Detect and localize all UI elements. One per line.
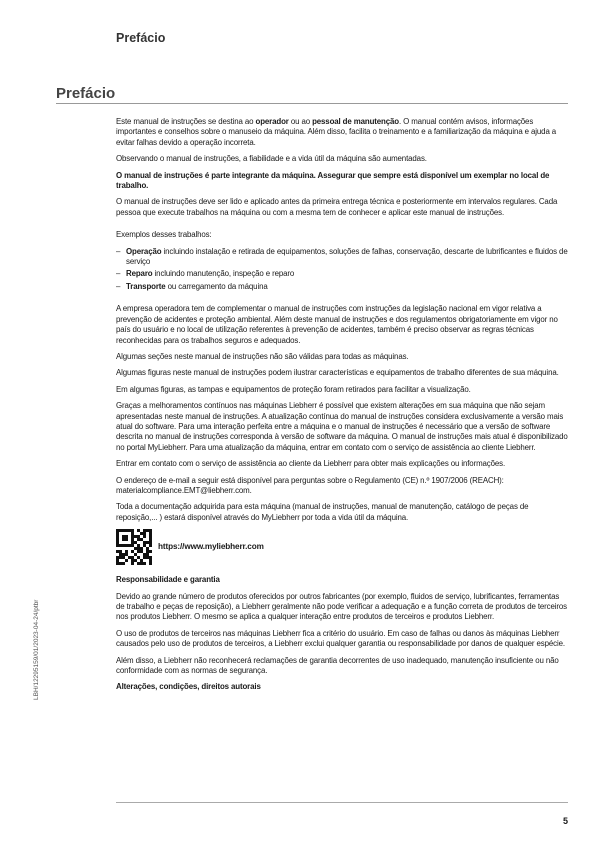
operator-obligations-paragraph: A empresa operadora tem de complementar o manual de instruções com instruções da legislação nacional em vigor relativa a prevenção de acidentes e proteção ambiental. Além deste manual de instruções e dos regulamentos obrigatoriamente em vigor no país do usuário e no local de utilização referentes à prevenção de acidentes, também é preciso observar as regras técnicas reconhecidas para os trabalhos seguros e adequados. (116, 304, 558, 345)
document-code: LBH/12295159/01/2023-04-24/ptbr (33, 599, 40, 700)
task-list (116, 247, 568, 293)
reliability-paragraph: Observando o manual de instruções, a fiabilidade e a vida útil da máquina são aumentadas. (116, 154, 427, 164)
examples-intro: Exemplos desses trabalhos: (116, 230, 212, 240)
qr-link-row (116, 529, 568, 565)
footer-divider (116, 802, 568, 803)
integral-part-notice: O manual de instruções é parte integrante da máquina. Assegurar que sempre está disponível um exemplar no local de trabalho. (116, 170, 550, 191)
documentation-availability-paragraph: Toda a documentação adquirida para esta máquina (manual de instruções, manual de manutenção, catálogo de peças de reposição,... ) estará disponível através do MyLiebherr por toda a vida útil da máquina. (116, 502, 529, 522)
liability-heading: Responsabilidade e garantia (116, 575, 220, 585)
section-divider (56, 103, 568, 104)
list-item: – Reparo incluindo manutenção, inspeção e reparo (116, 269, 295, 279)
figures-difference-paragraph: Algumas figuras neste manual de instruções podem ilustrar características e equipamentos de trabalho diferentes de sua máquina. (116, 368, 559, 378)
liability-paragraph-3: Além disso, a Liebherr não reconhecerá reclamações de garantia decorrentes de uso inadequado, manutenção insuficiente ou não conformidade com as normas de segurança. (116, 655, 559, 676)
section-heading: Prefácio (56, 85, 116, 102)
intro-paragraph: Este manual de instruções se destina ao operador ou ao pessoal de manutenção. O manual contém avisos, informações importantes e conselhos sobre o manuseio da máquina. Além disso, facilita o treinamento e a familiarização da máquina e ajuda a evitar falhas devido a operação incorreta. (116, 117, 557, 147)
reading-instructions-paragraph: O manual de instruções deve ser lido e aplicado antes da primeira entrega técnica e posteriormente em intervalos regulares. Cada pessoa que execute trabalhos na máquina ou com a mesma tem de conhecer e aplicar este manual de instruções. (116, 197, 558, 217)
keyword-maintenance-staff: pessoal de manutenção (312, 117, 399, 126)
software-version-paragraph: Graças a melhoramentos contínuos nas máquinas Liebherr é possível que existem alterações em sua máquina que não sejam apresentadas neste manual de instruções. A atualização contínua do manual de instruções considera exclusivamente a versão mais atual do software. Para uma interação perfeita entre a máquina e o manual de instruções é necessário que a versão de software descrita no manual de instruções corresponda à versão de software da máquina. O manual de instruções mais atual é disponibilizado no portal MyLiebherr. Para uma atualização da máquina, entrar em contato com o serviço de assistência ao cliente Liebherr. (116, 401, 568, 452)
myliebherr-link[interactable]: https://www.myliebherr.com (158, 541, 264, 551)
document-body (116, 117, 568, 699)
keyword-operator: operador (255, 117, 289, 126)
contact-service-paragraph: Entrar em contato com o serviço de assistência ao cliente da Liebherr para obter mais explicações ou informações. (116, 459, 506, 469)
changes-heading: Alterações, condições, direitos autorais (116, 682, 261, 692)
running-header-title: Prefácio (116, 31, 166, 45)
reach-email-paragraph: O endereço de e-mail a seguir está disponível para perguntas sobre o Regulamento (CE) n.º 1907/2006 (REACH): materialcompliance.EMT@liebherr.com. (116, 475, 504, 495)
liability-paragraph-2: O uso de produtos de terceiros nas máquinas Liebherr fica a critério do usuário. Em caso de falhas ou danos às máquinas Liebherr causados pelo uso de produtos de terceiros, a Liebherr exclui qualquer garantia ou responsabilidade por danos de qualquer espécie. (116, 628, 565, 649)
sections-validity-paragraph: Algumas seções neste manual de instruções não são válidas para todas as máquinas. (116, 351, 409, 361)
list-item: – Operação incluindo instalação e retirada de equipamentos, soluções de falhas, conservação, descarte de lubrificantes e fluidos de serviço (116, 246, 568, 267)
page-number: 5 (562, 816, 568, 826)
liability-paragraph-1: Devido ao grande número de produtos oferecidos por outros fabricantes (por exemplo, fluidos de serviço, lubrificantes, ferramentas de trabalho e peças de reposição), a Liebherr geralmente não pode verificar a adequação e a função correta de produtos de terceiros nos produtos Liebherr. O mesmo se aplica a qualquer interação entre produtos de terceiros e produtos Liebherr. (116, 591, 568, 622)
qr-code-icon[interactable] (116, 529, 152, 565)
figures-covers-paragraph: Em algumas figuras, as tampas e equipamentos de proteção foram retirados para facilitar a visualização. (116, 384, 471, 394)
list-item: – Transporte ou carregamento da máquina (116, 281, 268, 291)
